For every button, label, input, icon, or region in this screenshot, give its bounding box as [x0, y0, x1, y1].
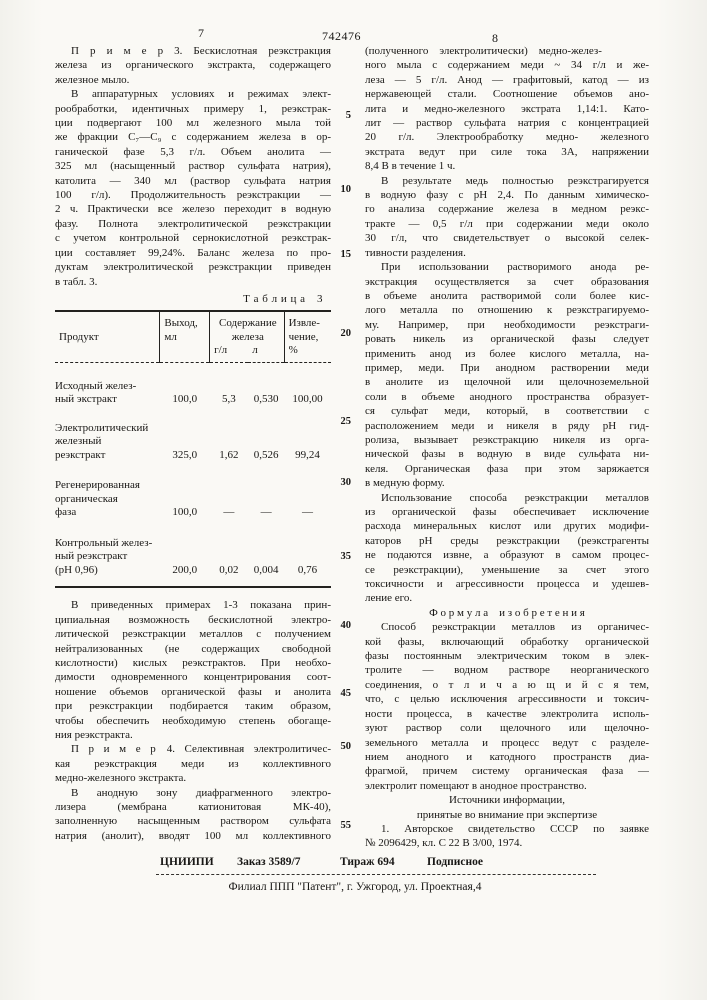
text-line: земельного металла и процесс ведут с разделе-	[365, 736, 649, 749]
col-header-extraction: Извле- чение, %	[284, 311, 331, 362]
cell-gl: —	[223, 506, 235, 519]
paragraph	[365, 793, 649, 807]
text-line: расположением меди и никеля в ряду рН гид-	[365, 419, 649, 432]
line-number: 25	[340, 416, 351, 427]
text-line: ся сульфат меди, который, в соответствии с	[365, 405, 649, 418]
text-line: ния реэкстракта.	[55, 728, 133, 741]
text-line: ции составляет 99,24%. Баланс железа по про-	[55, 246, 331, 259]
text-line: лого металла по отношению к реэкстрагируемо-	[365, 304, 649, 317]
imprint-print-run: Тираж 694	[340, 856, 395, 868]
imprint-order: Заказ 3589/7	[237, 856, 301, 868]
text-line: ровать никель из органической фазы следует	[365, 333, 649, 346]
text-line: тивности разделения.	[365, 246, 466, 259]
text-line: го анализа содержание железа в медном реэкс-	[365, 203, 649, 216]
paragraph	[365, 620, 649, 793]
text-line: леза — 5 г/л. Анод — графитовый, катод — из	[365, 73, 649, 86]
text-line: железное мыло.	[55, 73, 130, 86]
cell-product: Регенерированная органическая фаза	[55, 479, 140, 519]
cell-product: Исходный желез- ный экстракт	[55, 379, 137, 406]
text-line: литической реэкстракции металлов с получением	[55, 628, 331, 641]
cell-extraction: 0,76	[297, 563, 318, 576]
left-column-lower-text	[55, 598, 331, 843]
text-line: ного мыла с содержанием меди ~ 34 г/л и же-	[365, 59, 649, 72]
text-line: Способ реэкстракции металлов из органичес-	[381, 621, 649, 634]
text-line: в медную форму.	[365, 477, 445, 490]
left-column-upper-text	[55, 44, 331, 289]
paragraph	[55, 598, 331, 742]
imprint-subscription: Подписное	[427, 856, 484, 868]
text-line: токсичности и агрессивности процесса и удешев-	[365, 578, 649, 591]
table-row	[55, 362, 331, 407]
text-line: же фракции С₇—С₉ с содержанием железа в ор-	[55, 131, 331, 144]
text-line: в объеме анолита растворимой соли более кис-	[365, 289, 649, 302]
cell-l: 0,004	[253, 563, 279, 576]
paragraph	[365, 260, 649, 491]
table-row	[55, 407, 331, 463]
cell-yield: 200,0	[172, 563, 198, 576]
cell-yield: 100,0	[172, 393, 198, 406]
imprint-divider	[156, 874, 596, 875]
text-line: 100 г/л). Продолжительность реэкстракции —	[55, 189, 331, 202]
text-line: с учетом контрольной сернокислотной реэкстрак-	[55, 232, 331, 245]
text-line: 325 мл (насыщенный раствор сульфата натрия),	[55, 160, 331, 173]
right-column-text	[365, 44, 649, 851]
text-line: нейтрализованных (не содержащих свободной	[55, 642, 331, 655]
text-line: электролит помещают в анодное пространство.	[365, 779, 587, 792]
text-line: соединения, о т л и ч а ю щ и й с я тем,	[365, 678, 649, 691]
text-line: кислотности) кислых реэкстрактов. При необхо-	[55, 656, 331, 669]
col-header-l: л	[248, 344, 284, 362]
text-line: применить анод из более кислого металла, на-	[365, 347, 649, 360]
text-line: экстрата ведут при силе тока 3А, напряжении	[365, 145, 649, 158]
text-line: пример, меди. При анодном растворении меди	[365, 361, 649, 374]
line-number: 50	[340, 741, 351, 752]
text-line: из органической фазы обеспечивает исключение	[365, 506, 649, 518]
cell-gl: 5,3	[222, 393, 236, 406]
text-line: лита и медно-железного экстрата 1,14:1. Като-	[365, 102, 649, 115]
cell-yield: 325,0	[172, 448, 198, 461]
text-line: лит — раствор сульфата натрия с концентрацией	[365, 117, 649, 130]
paragraph	[365, 822, 649, 851]
text-line: № 2096429, кл. С 22 В 3/00, 1974.	[365, 837, 523, 850]
text-line: ганической фазе 5,3 г/л. Объем анолита —	[55, 145, 331, 158]
paragraph	[55, 742, 331, 785]
text-line: фазу. Полнота электролитической реэкстракции	[55, 217, 331, 230]
text-line: При использовании растворимого анода ре-	[381, 261, 649, 274]
text-line: В приведенных примерах 1-3 показана прин-	[71, 599, 331, 612]
paragraph	[365, 44, 649, 174]
iron-balance-table	[55, 310, 331, 588]
text-line: се реэкстракции), уменьшение за счет этого	[365, 563, 649, 576]
text-line: лизера (мембрана катионитовая МК-40),	[55, 801, 331, 813]
table-caption: Т а б л и ц а 3	[243, 292, 323, 305]
text-line: каторов рН среды реэкстракции (реэкстрагенты	[365, 534, 649, 547]
text-line: дуктам электролитической реэкстракции приведен	[55, 261, 331, 274]
text-line: тракте — 0,5 г/л при содержании меди около	[365, 217, 649, 230]
text-line: нической фазы в водную в виде сульфата ни-	[365, 448, 649, 461]
line-number: 45	[340, 688, 351, 699]
col-header-gl: г/л	[210, 344, 249, 362]
text-line: 20 г/л. Электрообработку медно- железного	[365, 131, 649, 144]
paragraph	[365, 808, 649, 822]
line-number: 5	[345, 110, 351, 121]
paragraph	[55, 44, 331, 87]
paragraph	[365, 606, 649, 620]
text-line: 2 ч. Практически все железо переходит в водную	[55, 203, 331, 216]
imprint-branch-address: Филиал ППП "Патент", г. Ужгород, ул. Проектная,4	[228, 881, 482, 893]
text-line: ношение объемов органической фазы и анолита	[55, 685, 331, 698]
text-line: фрагмой, причем систему органическая фаза —	[365, 765, 649, 778]
text-columns	[55, 44, 649, 851]
text-line: католита — 340 мл (раствор сульфата натрия	[55, 174, 331, 187]
cell-gl: 1,62	[219, 448, 239, 461]
page-number-right: 8	[492, 31, 498, 45]
cell-l: 0,530	[253, 393, 279, 406]
cell-extraction: 100,00	[292, 393, 323, 406]
text-line: кая реэкстракция меди из коллективного	[55, 757, 331, 770]
line-number: 40	[340, 620, 351, 631]
paragraph	[55, 786, 331, 844]
text-line: 30 г/л, что свидетельствует о высокой селек-	[365, 232, 649, 245]
imprint-publisher: ЦНИИПИ	[160, 856, 214, 868]
cell-yield: 100,0	[172, 506, 198, 519]
line-number: 15	[340, 249, 351, 260]
text-line: ление его.	[365, 592, 413, 605]
page-number-left: 7	[198, 26, 204, 40]
col-header-content: Содержание железа	[210, 311, 285, 344]
text-line: в анолите из щелочной или щелочноземельной	[365, 376, 649, 389]
text-line: ципиальная возможность бескислотной электро-	[55, 613, 331, 626]
left-column	[55, 44, 331, 851]
paragraph	[55, 87, 331, 289]
text-line: медно-железного экстракта.	[55, 772, 187, 785]
text-line: В результате медь полностью реэкстрагируется	[381, 174, 649, 187]
line-number: 55	[340, 820, 351, 831]
col-header-product: Продукт	[55, 311, 160, 362]
text-line: Использование способа реэкстракции металлов	[381, 491, 649, 504]
text-line: фазы постоянным электрическим током в элек-	[365, 650, 649, 663]
text-line: П р и м е р 4. Селективная электролитичес-	[71, 743, 331, 756]
cell-l: 0,526	[253, 448, 279, 461]
cell-product: Контрольный желез- ный реэкстракт (pH 0,96)	[55, 536, 153, 576]
text-line: П р и м е р 3. Бескислотная реэкстракция	[71, 45, 331, 57]
text-line: зуют раствор соли щелочного или щелочно-	[365, 722, 649, 735]
text-line: ции подвергают 100 мл железного мыла той	[55, 117, 331, 130]
text-line: кой фазы, включающий обработку органической	[365, 635, 649, 648]
text-line: натрия (анолит), вводят 100 мл коллективного	[55, 829, 331, 842]
text-line: в табл. 3.	[55, 275, 98, 288]
text-line: заполненную насыщенным раствором сульфата	[55, 815, 331, 828]
text-line: ности процесса, в качестве электролита исполь-	[365, 707, 649, 720]
table-row	[55, 520, 331, 588]
cell-extraction: —	[302, 506, 314, 519]
cell-l: —	[260, 506, 272, 519]
line-number: 10	[340, 184, 351, 195]
text-line: в водную фазу с рН 2,4. По данным химическо-	[365, 189, 649, 202]
text-line: тролите — водном растворе неорганического	[365, 664, 649, 677]
text-line: нием анодного и катодного пространств диа-	[365, 750, 649, 763]
text-line: при реэкстракции подбирается таким образом,	[55, 700, 331, 713]
right-column	[365, 44, 649, 851]
text-line: принятые во внимание при экспертизе	[416, 808, 598, 821]
text-line: железа из органического экстракта, содержащего	[55, 59, 331, 72]
text-line: (полученного электролитически) медно-желез-	[365, 45, 602, 57]
text-line: нержавеющей стали. Соотношение объемов ано-	[365, 88, 649, 101]
text-line: рообработки, идентичных примеру 1, реэкстрак-	[55, 102, 331, 115]
line-number: 35	[340, 551, 351, 562]
text-line: 8,4 В в течение 1 ч.	[365, 160, 456, 173]
text-line: не подаются извне, а образуют в самом процес-	[365, 549, 649, 562]
text-line: В анодную зону диафрагменного электро-	[71, 786, 331, 799]
text-line: келя. Органическая фаза при этом заряжается	[365, 462, 649, 475]
text-line: 1. Авторское свидетельство СССР по заявке	[381, 822, 649, 835]
text-line: Ф о р м у л а и з о б р е т е н и я	[429, 606, 585, 619]
text-line: расхода минеральных кислот или других модифи-	[365, 520, 649, 533]
cell-gl: 0,02	[219, 563, 239, 576]
cell-extraction: 99,24	[295, 448, 320, 461]
paragraph	[365, 491, 649, 606]
paragraph	[365, 174, 649, 260]
document-number: 742476	[322, 29, 361, 43]
text-line: В аппаратурных условиях и режимах элект-	[71, 88, 331, 101]
col-header-yield: Выход, мл	[160, 311, 210, 362]
text-line: Источники информации,	[449, 794, 565, 807]
text-line: му. Например, при необходимости реэкстраги-	[365, 318, 649, 331]
text-line: соли в объеме анодного пространства образует-	[365, 390, 649, 403]
cell-product: Электролитический железный реэкстракт	[55, 421, 149, 461]
text-line: экстракция осуществляется за счет образования	[365, 275, 649, 288]
imprint-row	[55, 856, 649, 871]
text-line: димости одновременного концентрирования соот-	[55, 671, 331, 684]
text-line: ролиза, вызывает реэкстракцию никеля из орга-	[365, 433, 649, 446]
table-header	[55, 311, 331, 362]
line-number: 20	[340, 328, 351, 339]
text-line: чтобы обеспечить необходимую степень обогаще-	[55, 714, 331, 727]
text-line: что, с целью исключения агрессивности и токсич-	[365, 693, 649, 706]
table-row	[55, 462, 331, 520]
line-number: 30	[340, 477, 351, 488]
